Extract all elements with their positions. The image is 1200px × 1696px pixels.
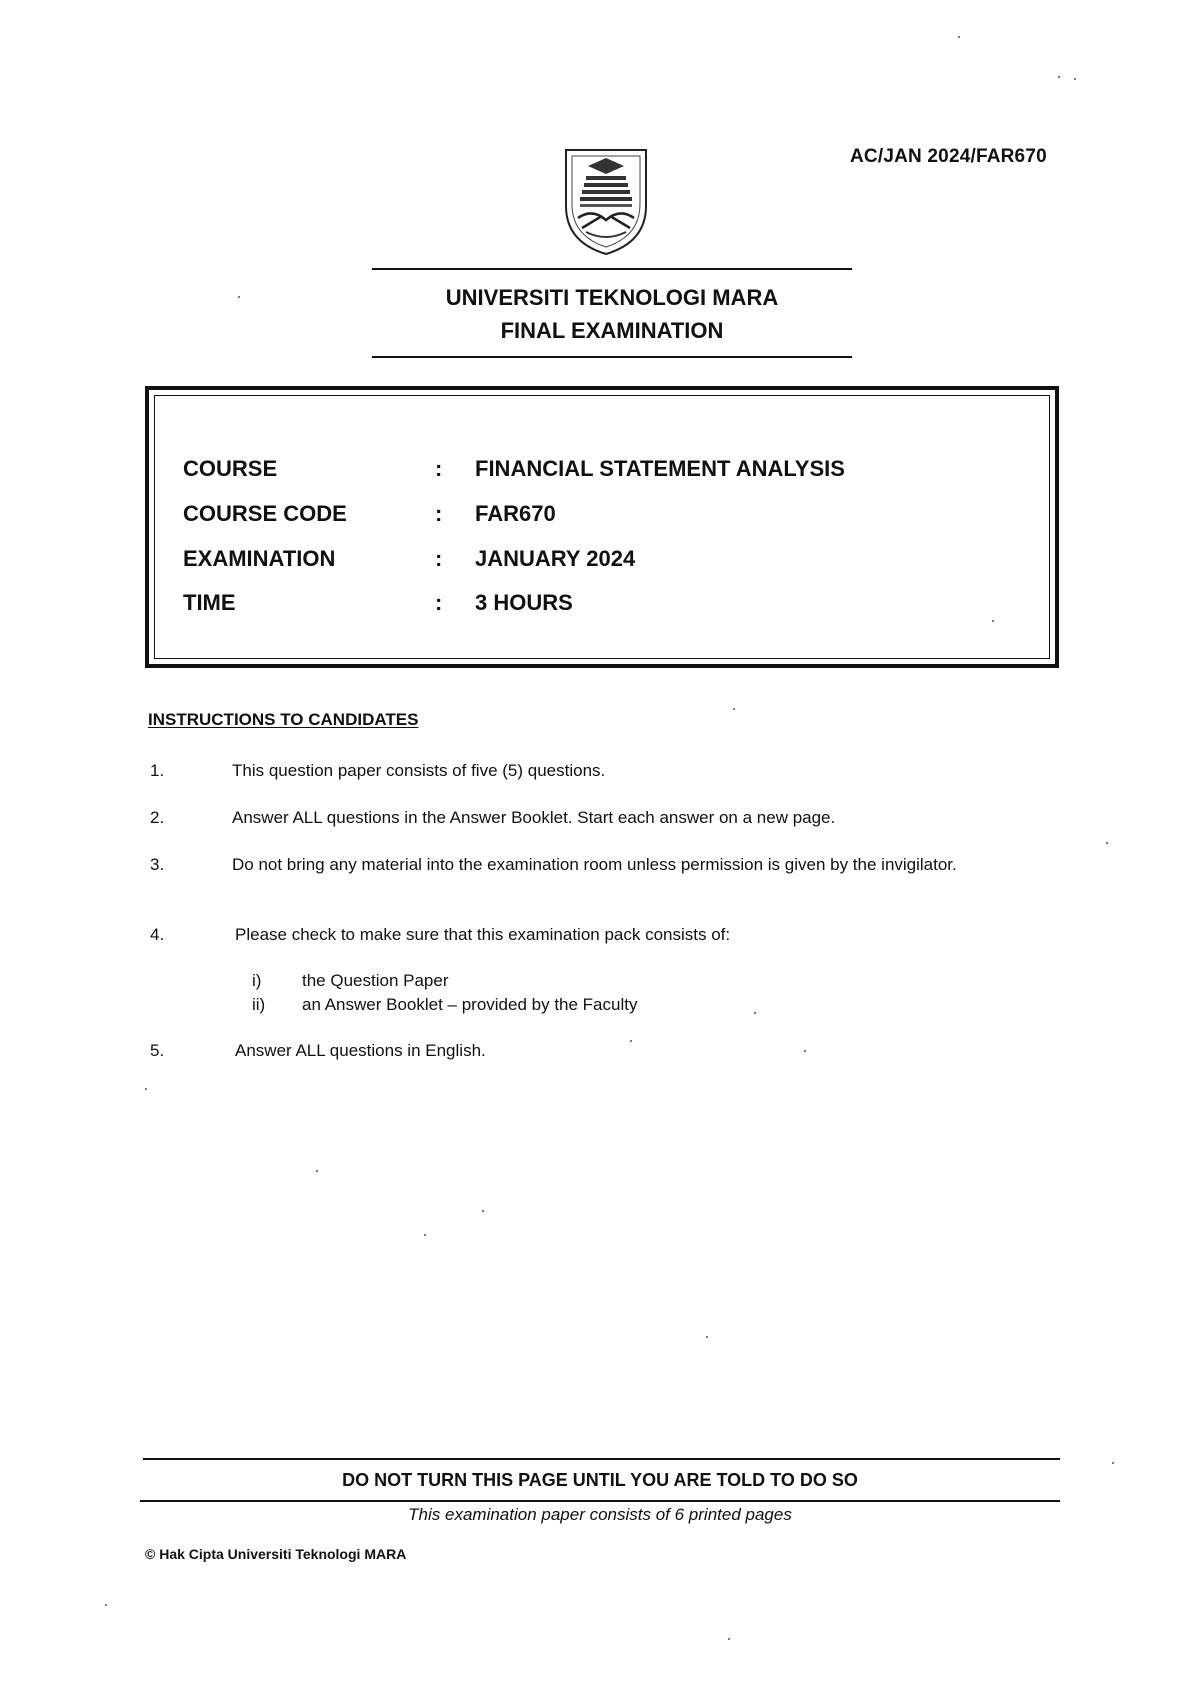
instruction-item [150,854,1055,900]
scan-speck [1074,78,1076,80]
info-row-course [183,454,1043,484]
exam-type: FINAL EXAMINATION [500,318,724,343]
scan-speck [316,1170,318,1172]
title-top-rule [372,268,852,270]
instruction-text: Answer ALL questions in the Answer Booklet. Start each answer on a new page. [232,808,836,827]
info-colon: : [435,501,443,526]
scan-speck [754,1012,756,1014]
sub-item-text: the Question Paper [302,971,449,990]
scan-speck [733,708,735,710]
do-not-turn-warning: DO NOT TURN THIS PAGE UNTIL YOU ARE TOLD TO DO SO [342,1470,858,1490]
scan-speck [1106,842,1108,844]
scan-speck [105,1604,107,1606]
info-value: FINANCIAL STATEMENT ANALYSIS [475,456,845,481]
scan-speck [992,620,994,622]
scan-speck [482,1210,484,1212]
sub-item-text: an Answer Booklet – provided by the Faculty [302,995,638,1014]
instruction-number: 5. [150,1041,165,1060]
info-label: TIME [183,590,236,615]
scan-speck [630,1040,632,1042]
instruction-number: 4. [150,925,165,944]
instruction-text: This question paper consists of five (5) questions. [232,761,606,780]
scan-speck [145,1088,147,1090]
scan-speck [804,1050,806,1052]
info-row-time [183,588,1043,618]
title-bottom-rule [372,356,852,358]
course-info-box [145,386,1059,668]
info-value: JANUARY 2024 [475,546,636,571]
instruction-text: Answer ALL questions in English. [235,1041,486,1060]
course-info-box-inner [154,395,1050,659]
sub-item-number: ii) [252,995,266,1014]
scan-speck [1112,1462,1114,1464]
instruction-text: Do not bring any material into the examination room unless permission is given by the invigilator. [232,855,957,874]
university-name: UNIVERSITI TEKNOLOGI MARA [445,285,779,310]
footer-top-rule [143,1458,1060,1460]
scan-speck [728,1638,730,1640]
info-colon: : [435,456,443,481]
copyright-notice: © Hak Cipta Universiti Teknologi MARA [145,1546,407,1562]
info-label: EXAMINATION [183,546,336,571]
info-label: COURSE CODE [183,501,347,526]
sub-item-number: i) [252,971,262,990]
info-label: COURSE [183,456,278,481]
info-colon: : [435,590,443,615]
info-value: 3 HOURS [475,590,573,615]
instruction-number: 3. [150,855,165,874]
info-value: FAR670 [475,501,556,526]
scan-speck [238,296,240,298]
instruction-number: 1. [150,761,165,780]
scan-speck [958,36,960,38]
reference-code: AC/JAN 2024/FAR670 [850,146,1047,167]
info-colon: : [435,546,443,571]
instruction-number: 2. [150,808,165,827]
instruction-text: Please check to make sure that this examination pack consists of: [235,925,731,944]
printed-pages-note: This examination paper consists of 6 printed pages [408,1505,792,1524]
scan-speck [1058,76,1060,78]
footer-bottom-rule [140,1500,1060,1502]
scan-speck [424,1234,426,1236]
scan-speck [706,1336,708,1338]
university-crest-icon [558,146,654,258]
info-row-course-code [183,499,1043,529]
info-row-examination [183,544,1043,574]
instructions-heading: INSTRUCTIONS TO CANDIDATES [148,710,419,729]
